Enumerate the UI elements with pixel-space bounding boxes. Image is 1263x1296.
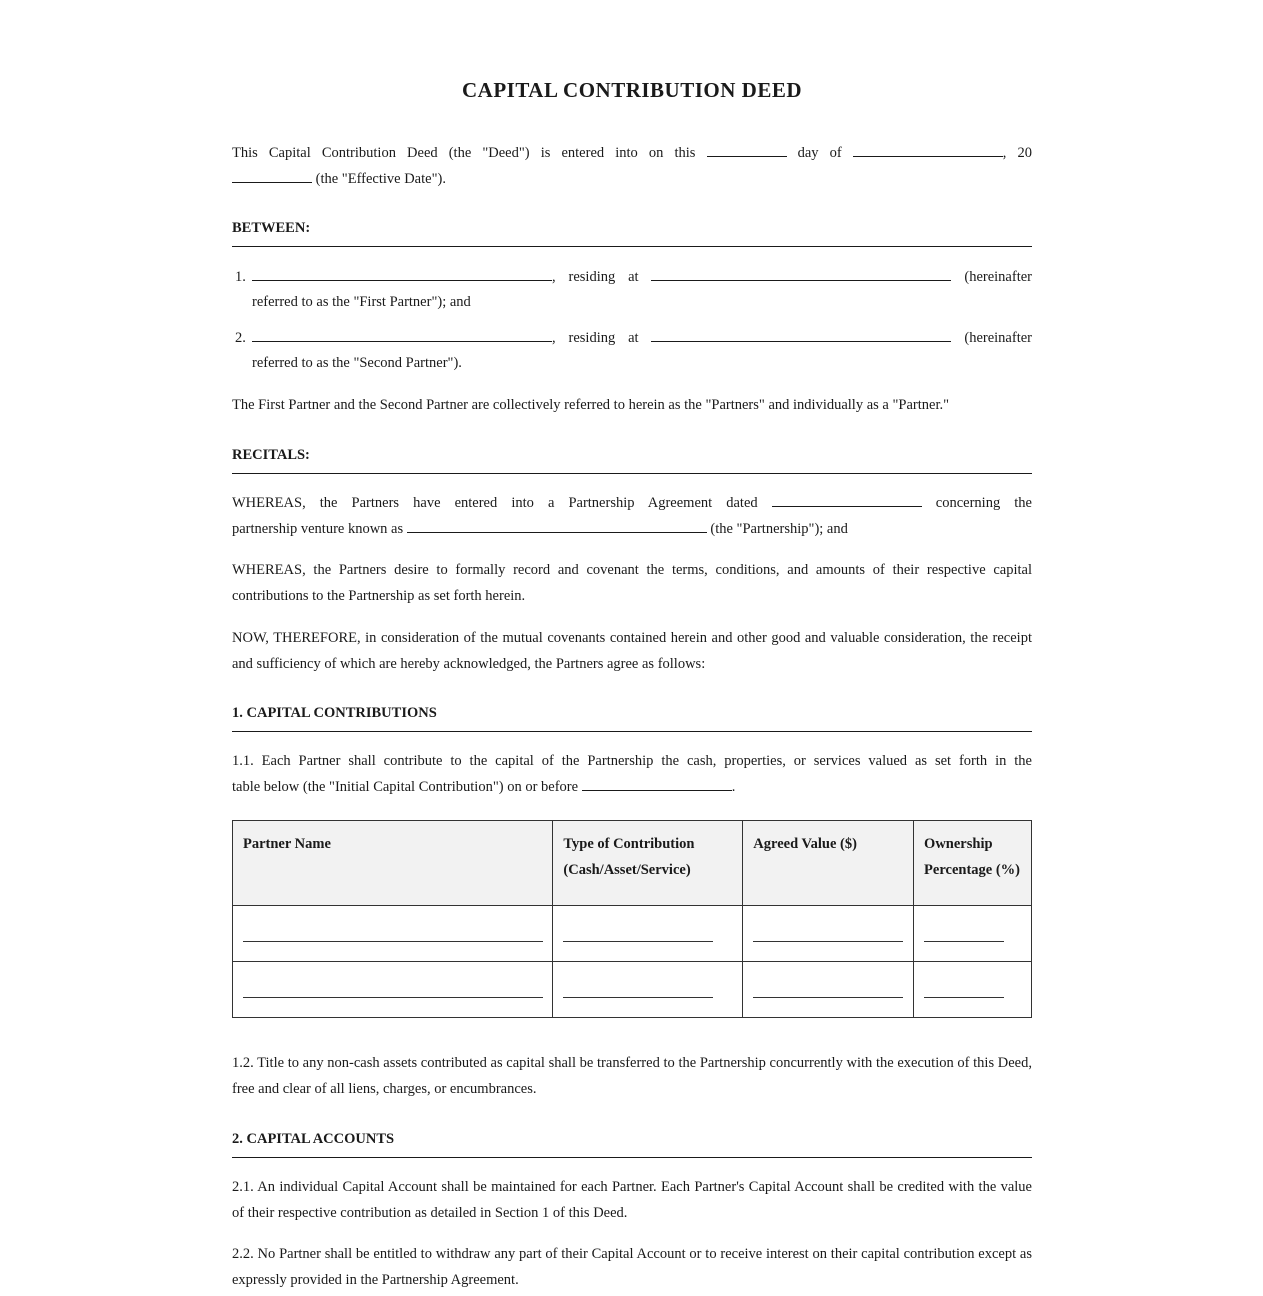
party-2-number: 2.: [235, 330, 246, 346]
cell-partner-name[interactable]: [233, 906, 553, 962]
header-ownership-percentage: Ownership Percentage (%): [914, 821, 1032, 906]
year-blank[interactable]: [232, 166, 312, 183]
cell-contribution-type[interactable]: [553, 906, 743, 962]
recital-1-text-1: WHEREAS, the Partners have entered into a Partnership Agreement dated: [232, 495, 758, 511]
recital-2: WHEREAS, the Partners desire to formally record and covenant the terms, conditions, and amounts of their respective capital contributions to the Partnership as set forth herein.: [232, 562, 1032, 604]
cell-agreed-value[interactable]: [743, 906, 914, 962]
month-blank[interactable]: [853, 140, 1003, 157]
intro-text-4: (the "Effective Date").: [315, 171, 446, 187]
partnership-name-blank[interactable]: [407, 516, 707, 533]
agreement-date-blank[interactable]: [772, 490, 922, 507]
clause-1-2: 1.2. Title to any non-cash assets contributed as capital shall be transferred to the Partnership concurrently with the execution of this Deed, free and clear of all liens, charges, or encumbrances.: [232, 1055, 1032, 1097]
intro-text-2: day of: [797, 145, 842, 161]
ownership-percentage-blank[interactable]: [924, 997, 1004, 998]
party-2-address-blank[interactable]: [651, 325, 951, 342]
capital-contribution-table: [232, 820, 1032, 1018]
party-1-number: 1.: [235, 269, 246, 285]
recital-1-line-2: [232, 516, 1032, 542]
header-agreed-value: Agreed Value ($): [743, 821, 914, 906]
party-1-hereinafter: (hereinafter: [964, 269, 1032, 285]
section-2-rule: [232, 1157, 1032, 1158]
section-1-rule: [232, 731, 1032, 732]
clause-2-1: 2.1. An individual Capital Account shall be maintained for each Partner. Each Partner's Capital Account shall be credited with the value of their respective contribution as detailed in Section 1 of this Deed.: [232, 1179, 1032, 1221]
now-therefore: NOW, THEREFORE, in consideration of the mutual covenants contained herein and other good and valuable consideration, the receipt and sufficiency of which are hereby acknowledged, the Partners agree as follows:: [232, 630, 1032, 672]
between-rule: [232, 246, 1032, 247]
agreed-value-blank[interactable]: [753, 997, 903, 998]
clause-1-1-end: .: [731, 779, 736, 795]
intro-line-1: [232, 140, 1032, 166]
clause-1-1-line-1: 1.1. Each Partner shall contribute to the capital of the Partnership the cash, properties, or services valued as set forth in the: [232, 753, 1032, 769]
clause-1-1-text: table below (the "Initial Capital Contribution") on or before: [232, 779, 579, 795]
cell-ownership-percentage[interactable]: [914, 906, 1032, 962]
party-1-name-blank[interactable]: [252, 264, 552, 281]
party-2-hereinafter: (hereinafter: [964, 330, 1032, 346]
recital-1-text-2: concerning the: [935, 495, 1032, 511]
between-heading: BETWEEN:: [232, 220, 311, 236]
section-2-heading: 2. CAPITAL ACCOUNTS: [232, 1131, 395, 1147]
recital-1-text-4: (the "Partnership"); and: [710, 521, 848, 537]
ownership-percentage-blank[interactable]: [924, 941, 1004, 942]
contribution-type-blank[interactable]: [563, 941, 713, 942]
cell-contribution-type[interactable]: [553, 962, 743, 1018]
cell-partner-name[interactable]: [233, 962, 553, 1018]
party-2-line: [252, 325, 1032, 351]
partner-name-blank[interactable]: [243, 941, 543, 942]
party-1-residing: , residing at: [552, 269, 639, 285]
party-1-referred: referred to as the "First Partner"); and: [252, 294, 471, 310]
contribution-deadline-blank[interactable]: [582, 774, 732, 791]
header-contribution-type: Type of Contribution (Cash/Asset/Service): [553, 821, 743, 906]
recitals-heading: RECITALS:: [232, 447, 310, 463]
clause-2-2: 2.2. No Partner shall be entitled to withdraw any part of their Capital Account or to receive interest on their capital contribution except as expressly provided in the Partnership Agreement.: [232, 1246, 1032, 1288]
cell-ownership-percentage[interactable]: [914, 962, 1032, 1018]
intro-line-2: [232, 166, 1032, 192]
party-2-referred: referred to as the "Second Partner").: [252, 355, 462, 371]
day-blank[interactable]: [707, 140, 787, 157]
clause-1-1-line-2: [232, 774, 1032, 800]
party-1-line: [252, 264, 1032, 290]
contribution-type-blank[interactable]: [563, 997, 713, 998]
party-1-address-blank[interactable]: [651, 264, 951, 281]
cell-agreed-value[interactable]: [743, 962, 914, 1018]
agreed-value-blank[interactable]: [753, 941, 903, 942]
recital-1-text-3: partnership venture known as: [232, 521, 404, 537]
table-header-row: [233, 821, 1032, 906]
collective-definition: The First Partner and the Second Partner are collectively referred to herein as the "Partners" and individually as a "Partner.": [232, 397, 950, 413]
intro-text-1: This Capital Contribution Deed (the "Deed") is entered into on this: [232, 145, 696, 161]
header-partner-name: Partner Name: [233, 821, 553, 906]
table-row: [233, 906, 1032, 962]
section-1-heading: 1. CAPITAL CONTRIBUTIONS: [232, 705, 437, 721]
party-2-name-blank[interactable]: [252, 325, 552, 342]
partner-name-blank[interactable]: [243, 997, 543, 998]
party-2-residing: , residing at: [552, 330, 639, 346]
intro-text-3: , 20: [1002, 145, 1033, 161]
recital-1-line-1: [232, 490, 1032, 516]
recitals-rule: [232, 473, 1032, 474]
table-row: [233, 962, 1032, 1018]
document-title: CAPITAL CONTRIBUTION DEED: [462, 78, 802, 102]
